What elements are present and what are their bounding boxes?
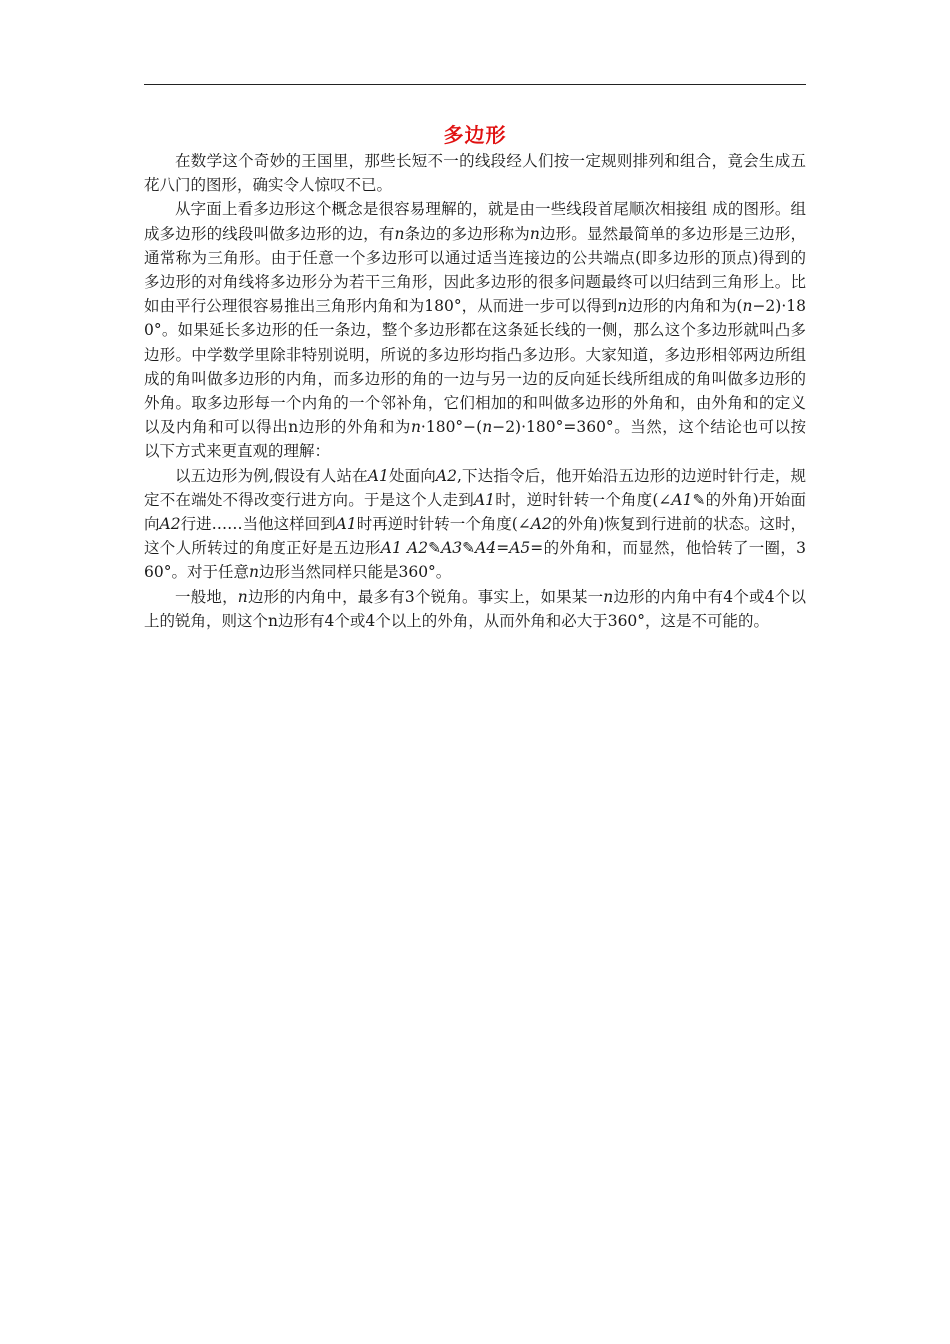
page-title: 多边形 bbox=[443, 123, 507, 147]
text-run: ,下达指令后，他开始沿五边形的边逆时针行走，规定不在端处不得改变行进方向。于是这个人走到 bbox=[144, 466, 806, 509]
text-run: 条边的多边形称为 bbox=[404, 224, 530, 243]
math-variable: A2 bbox=[530, 515, 552, 534]
text-run: 边形的内角中有4个或4个以上的锐角，则这个n边形有4个或4个以上的外角，从而外角和必大于360°，这是不可能的。 bbox=[144, 587, 806, 630]
header-rule bbox=[144, 84, 806, 85]
text-run: ✎ bbox=[462, 539, 476, 558]
math-variable: A2 bbox=[159, 515, 181, 534]
math-variable: n bbox=[248, 563, 259, 582]
math-variable: A5 bbox=[509, 539, 531, 558]
text-run: ✎ bbox=[428, 539, 442, 558]
text-run: 边形当然同样只能是360°。 bbox=[258, 563, 452, 582]
text-run: ·180°−( bbox=[420, 418, 483, 437]
text-run: −2)·180°=360°。当然，这个结论也可以按以下方式来更直观的理解： bbox=[144, 418, 807, 461]
math-variable: n bbox=[237, 587, 248, 606]
text-run: 边形的内角和为( bbox=[627, 297, 743, 316]
text-run: 时再逆时针转一个角度(∠ bbox=[356, 515, 531, 534]
text-run: −2)·180°。如果延长多边形的任一条边，整个多边形都在这条延长线的一侧，那么这个多边形就叫凸多边形。中学数学里除非特别说明，所说的多边形均指凸多边形。大家知道，多边形相邻两边所组成的角叫做多边形的内角，而多边形的角的一边与另一边的反向延长线所组成的角叫做多边形的外角。取多边形每一个内角的一个邻补角，它们相加的和叫做多边形的外角和，由外角和的定义以及内角和可以得出n边形的外角和为 bbox=[144, 297, 806, 437]
text-run: 边形的内角中，最多有3个锐角。事实上，如果某一 bbox=[247, 587, 604, 606]
text-run: 处面向 bbox=[388, 466, 436, 485]
text-run: ✎的外角)开始面向 bbox=[144, 490, 806, 534]
math-variable: A2 bbox=[435, 466, 457, 485]
text-run: 一般地， bbox=[175, 587, 238, 606]
text-run: 以五边形为例,假设有人站在 bbox=[175, 466, 368, 485]
math-variable: A1 A2 bbox=[380, 539, 429, 558]
text-run: 在数学这个奇妙的王国里，那些长短不一的线段经人们按一定规则排列和组合，竟会生成五花八门的图形，确实令人惊叹不已。 bbox=[144, 152, 806, 195]
paragraph-acute-angles bbox=[144, 585, 806, 633]
article-body bbox=[144, 149, 806, 633]
math-variable: n bbox=[394, 224, 405, 243]
paragraph-definition bbox=[144, 197, 806, 463]
math-variable: A1 bbox=[367, 466, 389, 485]
text-run: =的外角和，而显然，他恰转了一圈，360°。对于任意 bbox=[144, 539, 806, 582]
text-run: 行进……当他这样回到 bbox=[180, 515, 336, 534]
paragraph-pentagon-example bbox=[144, 464, 806, 585]
math-variable: n bbox=[482, 418, 493, 437]
text-run: 时，逆时针转一个角度(∠ bbox=[495, 490, 672, 509]
math-variable: A4 bbox=[475, 539, 497, 558]
text-run: 的外角)恢复到行进前的状态。这时，这个人所转过的角度正好是五边形 bbox=[144, 515, 806, 558]
text-run: 从字面上看多边形这个概念是很容易理解的，就是由一些线段首尾顺次相接组 成的图形。组成多边形的线段叫做多边形的边，有 bbox=[144, 200, 806, 243]
math-variable: A1 bbox=[671, 490, 693, 509]
math-variable: A3 bbox=[441, 539, 463, 558]
math-variable: n bbox=[617, 297, 628, 316]
math-variable: n bbox=[603, 587, 614, 606]
text-run: = bbox=[496, 539, 510, 558]
math-variable: A1 bbox=[473, 490, 496, 509]
paragraph-intro bbox=[144, 149, 806, 197]
math-variable: n bbox=[529, 224, 540, 243]
math-variable: A1 bbox=[335, 515, 357, 534]
math-variable: n bbox=[410, 418, 421, 437]
math-variable: n bbox=[742, 297, 753, 316]
text-run: 边形。显然最简单的多边形是三边形，通常称为三角形。由于任意一个多边形可以通过适当连接边的公共端点(即多边形的顶点)得到的多边形的对角线将多边形分为若干三角形，因此多边形的很多问题最终可以归结到三角形上。比如由平行公理很容易推出三角形内角和为180°，从而进一步可以得到 bbox=[144, 224, 806, 316]
